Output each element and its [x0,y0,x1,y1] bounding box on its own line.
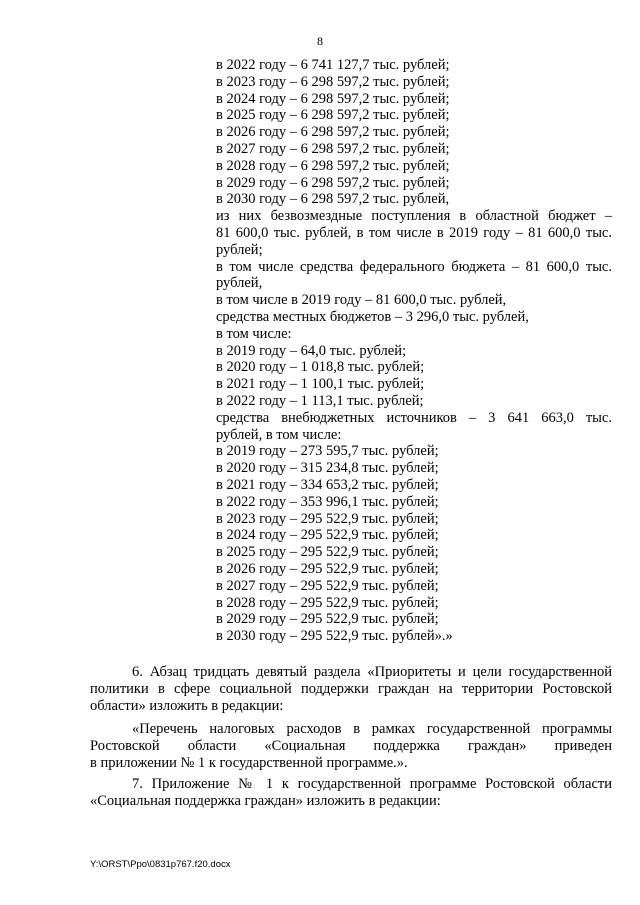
list-item: в 2025 году – 6 298 597,2 тыс. рублей; [216,107,450,124]
list-item: рублей; [216,241,263,258]
paragraph-line: «Перечень налоговых расходов в рамках государственной программы [132,721,612,737]
list-item: средства местных бюджетов – 3 296,0 тыс. рублей, [216,308,529,325]
list-item: средства внебюджетных источников – 3 641 663,0 тыс. [216,409,612,426]
list-item: в 2022 году – 1 113,1 тыс. рублей; [216,392,424,409]
list-item: в 2030 году – 295 522,9 тыс. рублей».» [216,628,453,645]
list-item: в 2026 году – 295 522,9 тыс. рублей; [216,560,439,577]
list-item: в 2022 году – 6 741 127,7 тыс. рублей; [216,57,450,73]
list-item: в 2026 году – 6 298 597,2 тыс. рублей; [216,124,450,141]
list-item: в 2027 году – 6 298 597,2 тыс. рублей; [216,140,450,157]
paragraph-item-7 [90,776,612,810]
list-item: в 2024 году – 6 298 597,2 тыс. рублей; [216,90,450,107]
list-item: в 2024 году – 295 522,9 тыс. рублей; [216,527,439,544]
footer-file-path: Y:\ORST\Ppo\0831p767.f20.docx [90,859,231,870]
paragraph-quote [90,721,612,772]
list-item: в 2029 году – 6 298 597,2 тыс. рублей; [216,174,450,191]
list-item: в том числе: [216,325,292,342]
funding-list [216,57,612,645]
list-item: в 2020 году – 315 234,8 тыс. рублей; [216,460,439,477]
list-item: в том числе в 2019 году – 81 600,0 тыс. рублей, [216,292,507,309]
list-item: в 2028 году – 295 522,9 тыс. рублей; [216,594,439,611]
list-item: 81 600,0 тыс. рублей, в том числе в 2019 году – 81 600,0 тыс. [216,224,612,241]
paragraph-line: в приложении № 1 к государственной программе.». [90,755,408,771]
list-item: в 2021 году – 1 100,1 тыс. рублей; [216,376,425,393]
list-item: в 2023 году – 295 522,9 тыс. рублей; [216,510,439,527]
list-item: в 2020 году – 1 018,8 тыс. рублей; [216,359,425,376]
paragraph-item-6 [90,664,612,715]
list-item: рублей, [216,275,263,292]
list-item: в 2022 году – 353 996,1 тыс. рублей; [216,493,439,510]
list-item: в 2021 году – 334 653,2 тыс. рублей; [216,476,439,493]
paragraph-line: области» изложить в редакции: [90,698,284,714]
list-item: в 2027 году – 295 522,9 тыс. рублей; [216,577,439,594]
list-item: в 2025 году – 295 522,9 тыс. рублей; [216,544,439,561]
list-item: в 2019 году – 273 595,7 тыс. рублей; [216,443,439,460]
paragraph-line: «Социальная поддержка граждан» изложить в редакции: [90,793,441,809]
paragraph-line: политики в сфере социальной поддержки граждан на территории Ростовской [90,681,612,697]
page-number: 8 [317,34,323,48]
list-item: из них безвозмездные поступления в областной бюджет – [216,208,612,225]
list-item: в 2030 году – 6 298 597,2 тыс. рублей, [216,191,450,208]
list-item: в том числе средства федерального бюджета – 81 600,0 тыс. [216,258,612,275]
list-item: в 2028 году – 6 298 597,2 тыс. рублей; [216,157,450,174]
paragraph-line: 7. Приложение № 1 к государственной программе Ростовской области [132,776,612,792]
list-item: в 2029 году – 295 522,9 тыс. рублей; [216,611,439,628]
list-item: в 2023 году – 6 298 597,2 тыс. рублей; [216,73,450,90]
list-item: в 2019 году – 64,0 тыс. рублей; [216,342,407,359]
list-item: рублей, в том числе: [216,426,342,443]
paragraph-line: Ростовской области «Социальная поддержка граждан» приведен [90,738,612,754]
paragraph-line: 6. Абзац тридцать девятый раздела «Приоритеты и цели государственной [132,664,612,680]
